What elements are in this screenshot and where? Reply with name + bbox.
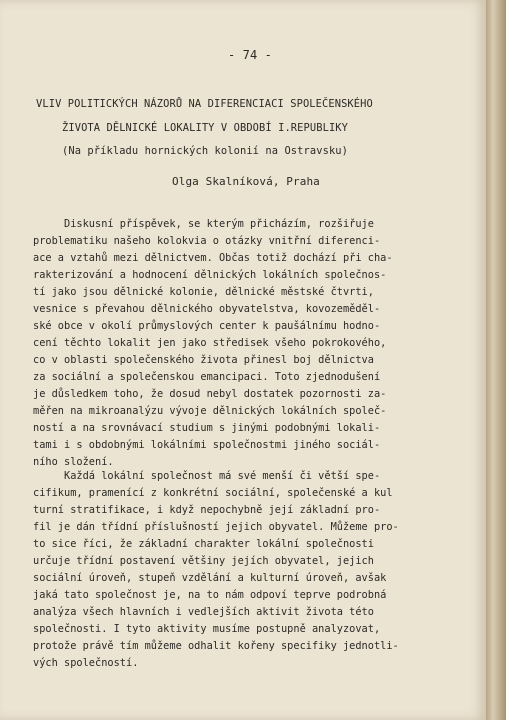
page-stack-edge: [486, 0, 506, 720]
text-line: analýza všech hlavních i vedlejších aktivit života této: [33, 606, 374, 618]
text-line: rakterizování a hodnocení dělnických lokálních společnos-: [33, 269, 387, 281]
subtitle: (Na příkladu hornických kolonií na Ostravsku): [62, 145, 349, 157]
page-number: - 74 -: [228, 48, 272, 62]
text-line: vých společností.: [33, 657, 139, 669]
text-line: společnosti. I tyto aktivity musíme postupně analyzovat,: [33, 623, 381, 635]
text-line: ace a vztahů mezi dělnictvem. Občas totiž dochází při cha-: [33, 252, 393, 264]
text-line: ního složení.: [33, 456, 114, 468]
author-name: Olga Skalníková, Praha: [172, 175, 320, 188]
text-line: ností a na srovnávací studium s jinými podobnými lokali-: [33, 422, 381, 434]
text-line: je důsledkem toho, že dosud nebyl dostatek pozornosti za-: [33, 388, 387, 400]
text-line: co v oblasti společenského života přinesl boj dělnictva: [33, 354, 374, 366]
text-line: problematiku našeho kolokvia o otázky vnitřní diferenci-: [33, 235, 381, 247]
text-line: vesnice s převahou dělnického obyvatelstva, kovozeměděl-: [33, 303, 381, 315]
text-line: jaká tato společnost je, na to nám odpoví teprve podrobná: [33, 589, 387, 601]
text-line: tami i s obdobnými lokálními společnostmi jiného sociál-: [33, 439, 381, 451]
text-line: ské obce v okolí průmyslových center k paušálnímu hodno-: [33, 320, 381, 332]
text-line: za sociální a společenskou emancipaci. Toto zjednodušení: [33, 371, 381, 383]
text-line: určuje třídní postavení většiny jejích obyvatel, jejich: [33, 555, 374, 567]
text-line: Diskusní příspěvek, se kterým přicházím, rozšiřuje: [33, 218, 374, 230]
text-line: fil je dán třídní příslušností jejich obyvatel. Můžeme pro-: [33, 521, 399, 533]
text-line: turní stratifikace, i když nepochybně její základní pro-: [33, 504, 381, 516]
text-line: tí jako jsou dělnické kolonie, dělnické městské čtvrti,: [33, 286, 374, 298]
text-line: to sice říci, že základní charakter lokální společnosti: [33, 538, 374, 550]
title-line-1: VLIV POLITICKÝCH NÁZORŮ NA DIFERENCIACI SPOLEČENSKÉHO: [36, 98, 373, 110]
text-line: protože právě tím můžeme odhalit kořeny specifiky jednotli-: [33, 640, 399, 652]
title-line-2: ŽIVOTA DĚLNICKÉ LOKALITY V OBDOBÍ I.REPUBLIKY: [62, 122, 349, 134]
text-line: cení těchto lokalit jen jako středisek všeho pokrokového,: [33, 337, 387, 349]
text-line: měřen na mikroanalýzu vývoje dělnických lokálních společ-: [33, 405, 387, 417]
text-line: sociální úroveň, stupeň vzdělání a kulturní úroveň, avšak: [33, 572, 387, 584]
text-line: cifikum, pramenící z konkrétní sociální, společenské a kul: [33, 487, 393, 499]
text-line: Každá lokální společnost má své menší či větší spe-: [33, 470, 381, 482]
